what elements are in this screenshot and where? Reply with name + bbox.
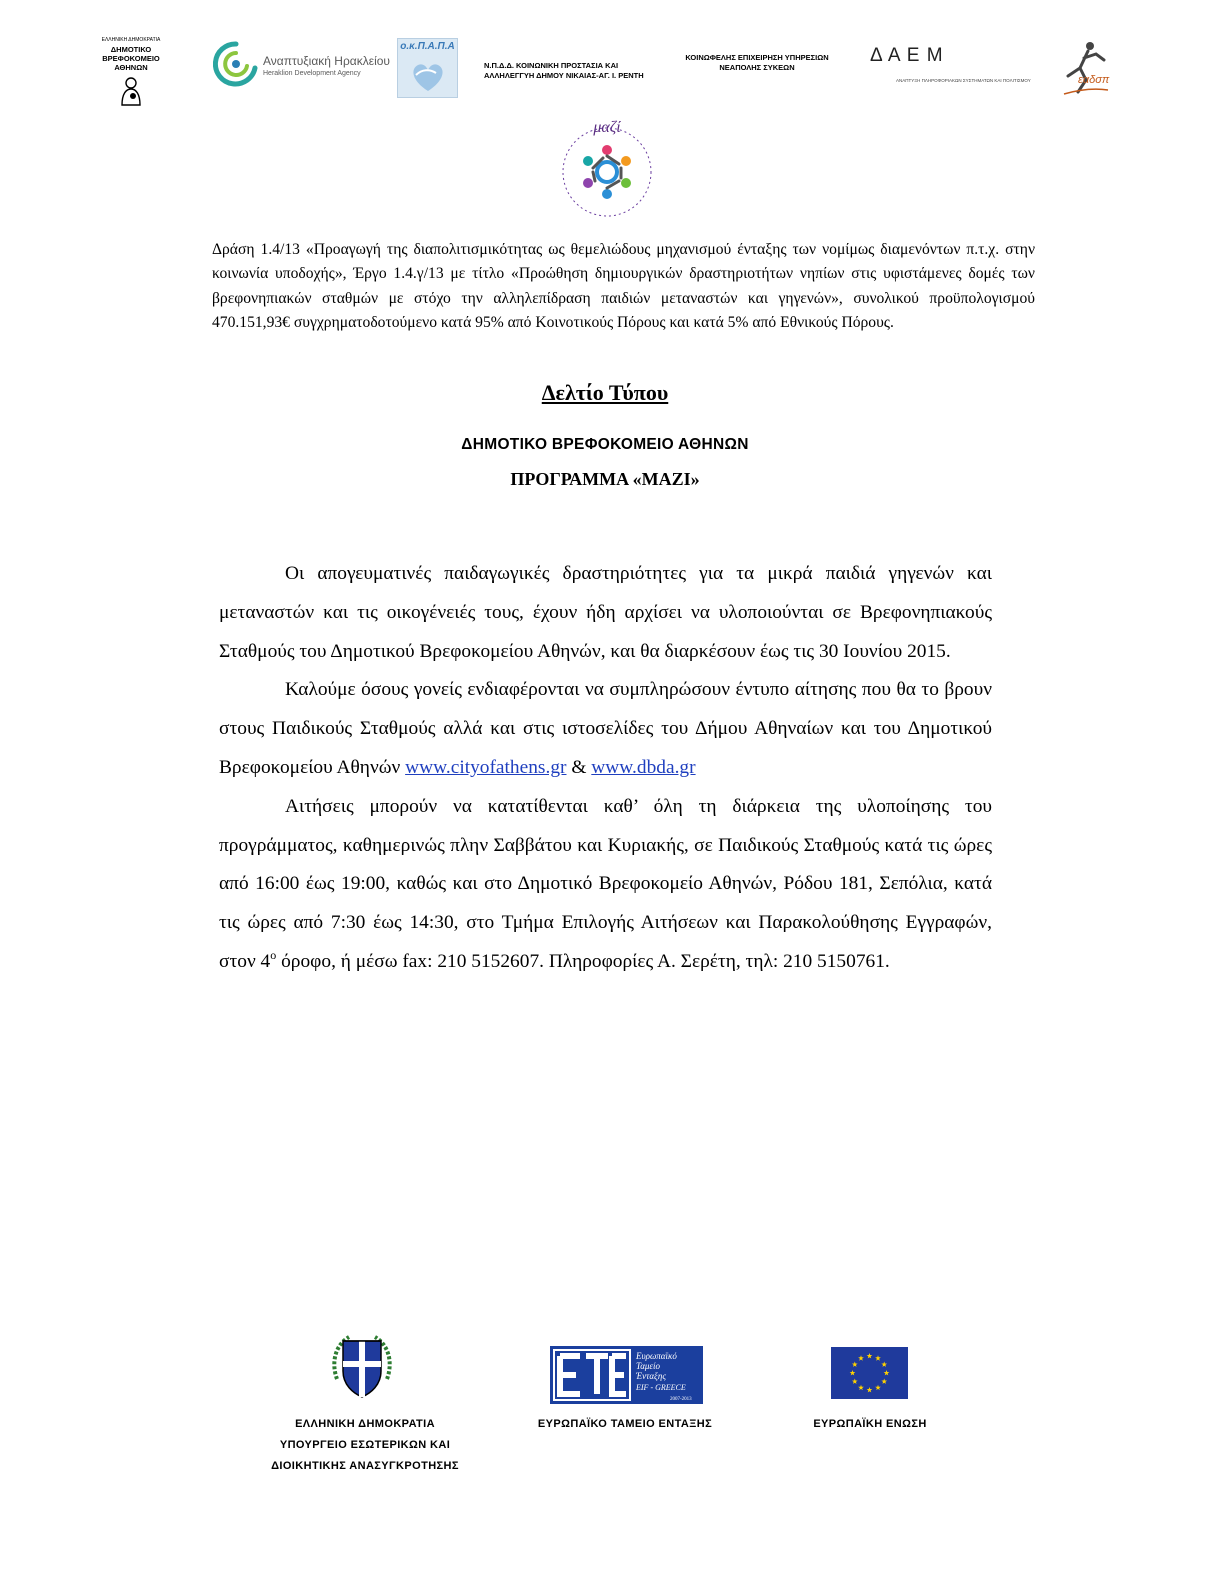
body-paragraph-2-text: Καλούμε όσους γονείς ενδιαφέρονται να συμπληρώσουν έντυπο αίτησης που θα το βρουν στους Παιδικούς Σταθμούς αλλά και στις ιστοσελίδες του Δήμου Αθηναίων και του Δημοτικού Βρεφοκομείου Αθηνών <box>219 679 992 778</box>
logo-npdd <box>484 61 654 81</box>
okpapa-name: ο.κ.Π.Α.Π.Α <box>400 41 455 52</box>
npdd-line2: ΑΛΛΗΛΕΓΓΥΗ ΔΗΜΟΥ ΝΙΚΑΙΑΣ-ΑΓ. Ι. ΡΕΝΤΗ <box>484 71 644 80</box>
press-release-title-text: Δελτίο Τύπου <box>541 380 669 405</box>
footer-eu-label: ΕΥΡΩΠΑΪΚΗ ΕΝΩΣΗ <box>813 1418 927 1430</box>
footer-ete-label: ΕΥΡΩΠΑΪΚΟ ΤΑΜΕΙΟ ΕΝΤΑΞΗΣ <box>537 1418 713 1430</box>
ete-logo-icon <box>550 1346 703 1404</box>
logo-heraklion <box>213 40 390 88</box>
logo-koinofeles <box>668 53 846 73</box>
mazi-name: μαζί <box>593 119 621 136</box>
intro-paragraph: Δράση 1.4/13 «Προαγωγή της διαπολιτισμικότητας ως θεμελιώδους μηχανισμού ένταξης των νομίμως διαμενόντων π.τ.χ. στην κοινωνία υποδοχής», Έργο 1.4.γ/13 με τίτλο «Προώθηση δημιουργικών δραστηριοτήτων νηπίων στις υφιστάμενες δομές των βρεφονηπιακών σταθμών με στόχο την αλληλεπίδραση παιδιών μεταναστών και γηγενών», συνολικού προϋπολογισμού 470.151,93€ συγχρηματοδοτούμενο κατά 95% από Κοινοτικούς Πόρους και κατά 5% από Εθνικούς Πόρους. <box>212 241 1035 332</box>
link-dbda[interactable]: www.dbda.gr <box>591 756 696 778</box>
logo-eadsp <box>1054 40 1124 98</box>
link-cityofathens[interactable]: www.cityofathens.gr <box>405 756 567 778</box>
footer-greece-line1: ΕΛΛΗΝΙΚΗ ΔΗΜΟΚΡΑΤΙΑ <box>295 1418 435 1430</box>
daem-letters: Δ Α Ε Μ <box>870 45 944 66</box>
mazi-circle-people-icon <box>555 110 659 226</box>
mother-child-icon <box>118 76 144 106</box>
runner-figure-icon <box>1060 40 1110 96</box>
logo-daem <box>866 42 1031 88</box>
daem-subtitle: ΑΝΑΠΤΥΞΗ ΠΛΗΡΟΦΟΡΙΑΚΩΝ ΣΥΣΤΗΜΑΤΩΝ ΚΑΙ ΠΟΛΙΤΙΣΜΟΥ <box>896 78 1031 83</box>
ete-logo-line3: Ένταξης <box>636 1371 667 1381</box>
body-paragraph-3-b: όροφο, ή μέσω fax: 210 5152607. Πληροφορίες Α. Σερέτη, τηλ: 210 5150761. <box>276 950 890 972</box>
koinofeles-line2: ΝΕΑΠΟΛΗΣ ΣΥΚΕΩΝ <box>719 63 795 72</box>
ete-logo-line4: EIF - GREECE <box>636 1383 686 1392</box>
logo-mazi <box>555 110 659 226</box>
footer-greece-line3: ΔΙΟΙΚΗΤΙΚΗΣ ΑΝΑΣΥΓΚΡΟΤΗΣΗΣ <box>271 1460 459 1472</box>
body-paragraph-1: Οι απογευματινές παιδαγωγικές δραστηριότητες για τα μικρά παιδιά γηγενών και μεταναστών και τις οικογένειές τους, έχουν ήδη αρχίσει να υλοποιούνται σε Βρεφονηπιακούς Σταθμούς του Δημοτικού Βρεφοκομείου Αθηνών, και θα διαρκέσουν έως τις 30 Ιουνίου 2015. <box>219 563 992 662</box>
body-paragraph-3-a: Αιτήσεις μπορούν να κατατίθενται καθ’ όλη τη διάρκεια της υλοποίησης του προγράμματος, καθημερινώς πλην Σαββάτου και Κυριακής, σε Παιδικούς Σταθμούς κατά τις ώρες από 16:00 έως 19:00, καθώς και στο Δημοτικό Βρεφοκομείο Αθηνών, Ρόδου 181, Σεπόλια, κατά τις ώρες από 7:30 έως 14:30, στο Τμήμα Επιλογής Αιτήσεων και Παρακολούθησης Εγγραφών, στον 4 <box>219 795 992 972</box>
logo-dvd-line2: ΔΗΜΟΤΙΚΟ ΒΡΕΦΟΚΟΜΕΙΟ <box>102 45 160 63</box>
body-paragraph-2 <box>219 671 992 787</box>
footer-greek-republic <box>230 1414 500 1477</box>
eu-flag-icon <box>831 1347 908 1399</box>
dove-heart-icon <box>406 55 450 95</box>
body-paragraph-3 <box>219 788 992 982</box>
heraklion-name-en: Heraklion Development Agency <box>263 70 361 77</box>
npdd-line1: Ν.Π.Δ.Δ. ΚΟΙΝΩΝΙΚΗ ΠΡΟΣΤΑΣΙΑ ΚΑΙ <box>484 61 619 70</box>
logo-dvd-line3: ΑΘΗΝΩΝ <box>114 63 148 72</box>
logo-dimotiko-vrefokomeio <box>96 36 166 109</box>
logo-okpapa <box>397 38 458 98</box>
ete-logo-line1: Ευρωπαϊκό <box>636 1351 677 1361</box>
eadsp-name: εαδσπ <box>1078 74 1110 86</box>
organization-title: ΔΗΜΟΤΙΚΟ ΒΡΕΦΟΚΟΜΕΙΟ ΑΘΗΝΩΝ <box>461 436 749 453</box>
koinofeles-line1: ΚΟΙΝΩΦΕΛΗΣ ΕΠΙΧΕΙΡΗΣΗ ΥΠΗΡΕΣΙΩΝ <box>685 53 829 62</box>
ete-logo-line2: Ταμείο <box>636 1361 660 1371</box>
greek-coat-of-arms-icon <box>329 1333 395 1403</box>
ampersand: & <box>571 756 587 778</box>
heraklion-swirl-icon <box>213 40 259 88</box>
floor-superscript: ο <box>270 947 277 962</box>
ete-logo-line5: 2007-2013 <box>670 1397 692 1402</box>
heraklion-name: Αναπτυξιακή Ηρακλείου <box>263 54 390 68</box>
program-title: ΠΡΟΓΡΑΜΜΑ «ΜΑΖΙ» <box>510 469 700 489</box>
footer-greece-line2: ΥΠΟΥΡΓΕΙΟ ΕΣΩΤΕΡΙΚΩΝ ΚΑΙ <box>279 1439 451 1451</box>
body-text <box>219 555 992 982</box>
logo-dvd-line1: ΕΛΛΗΝΙΚΗ ΔΗΜΟΚΡΑΤΙΑ <box>101 37 161 43</box>
press-release-title <box>0 380 1210 406</box>
